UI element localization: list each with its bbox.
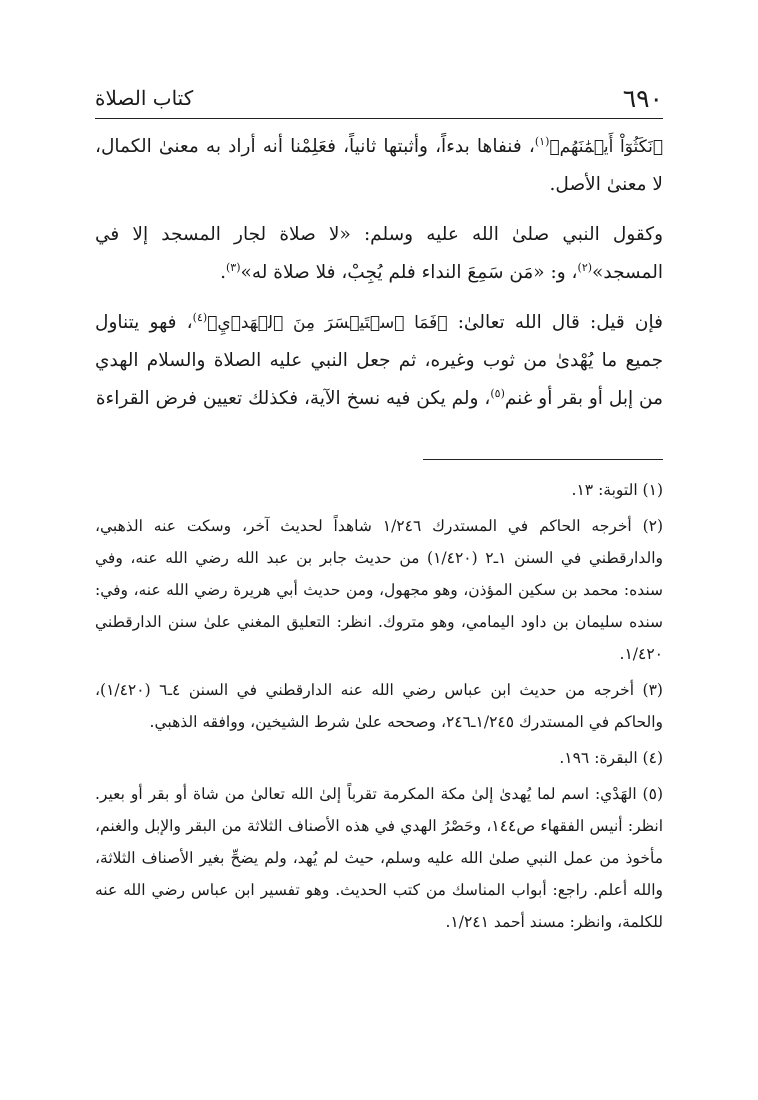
paragraph-text: ، و: «مَن سَمِعَ النداء فلم يُجِبْ، فلا صلاة له» [240, 262, 578, 283]
page-header [95, 78, 663, 119]
page-number: ٦٩٠ [622, 83, 663, 113]
footnote-ref: (٤) [192, 310, 208, 324]
footnote-3: (٣) أخرجه من حديث ابن عباس رضي الله عنه الدارقطني في السنن ٤ـ٦ (١/٤٢٠)، والحاكم في المستدرك ١/٢٤٥ـ٢٤٦، وصححه علىٰ شرط الشيخين، ووافقه الذهبي. [95, 681, 663, 731]
paragraph-2 [95, 216, 663, 292]
paragraph-text: فإن قيل: قال الله تعالىٰ: [457, 312, 663, 333]
paragraph-text: . [220, 262, 226, 283]
chapter-title: كتاب الصلاة [95, 86, 194, 110]
footnote-4: (٤) البقرة: ١٩٦. [559, 749, 663, 767]
footnote-ref: (٣) [225, 260, 241, 274]
footnote-separator [423, 459, 663, 460]
footnote-2: (٢) أخرجه الحاكم في المستدرك ١/٢٤٦ شاهداً لحديث آخر، وسكت عنه الذهبي، والدارقطني في السنن ١ـ٢ (١/٤٢٠) من حديث جابر بن عبد الله رضي الله عنه، وفي سنده: محمد بن سكين المؤذن، وهو مجهول، ومن حديث أبي هريرة رضي الله عنه، وفي: سنده سليمان بن داود اليمامي، وهو متروك. انظر: التعليق المغني علىٰ سنن الدارقطني ١/٤٢٠. [95, 517, 664, 663]
paragraph-text: وكقول النبي صلىٰ الله عليه وسلم: «لا صلاة لجار المسجد إلا في المسجد» [95, 224, 663, 283]
footnote-5: (٥) الهَدْي: اسم لما يُهدىٰ إلىٰ مكة المكرمة تقرباً إلىٰ الله تعالىٰ من شاة أو بقر أو بعير. انظر: أنيس الفقهاء ص١٤٤، وحَصْرُ الهدي في هذه الأصناف الثلاثة من البقر والإبل والغنم، مأخوذ من عمل النبي صلىٰ الله عليه وسلم، حيث لم يُهد، ولم يضحِّ بغير الأصناف الثلاثة، والله أعلم. راجع: أبواب المناسك من كتب الحديث. وهو تفسير ابن عباس رضي الله عنه للكلمة، وانظر: مسند أحمد ١/٢٤١. [95, 785, 663, 931]
footnote-ref: (٢) [577, 260, 593, 274]
paragraph-1 [95, 128, 663, 204]
main-text [95, 128, 663, 418]
footnote-ref: (٥) [490, 386, 505, 400]
quran-verse: ﴿نَكَثُوٓاْ أَيۡمَٰنَهُم﴾ [549, 137, 663, 157]
footnote-1: (١) التوبة: ١٣. [571, 481, 663, 499]
paragraph-text: ، فنفاها بدءاً، وأثبتها ثانياً، فعَلِمْنا أنه أراد به معنىٰ الكمال، لا معنىٰ الأصل. [95, 136, 663, 195]
footnotes [95, 474, 663, 942]
paragraph-text: ، فهو يتناول جميع ما يُهْدىٰ من ثوب وغيره، ثم جعل النبي عليه الصلاة والسلام الهدي من إبل أو بقر أو غنم [95, 312, 663, 409]
quran-verse: ﴿فَمَا ٱسۡتَيۡسَرَ مِنَ ٱلۡهَدۡيِ﴾ [207, 313, 448, 333]
footnote-ref: (١) [534, 134, 550, 148]
paragraph-3 [95, 304, 663, 418]
paragraph-text: ، ولم يكن فيه نسخ الآية، فكذلك تعيين فرض القراءة [95, 388, 491, 409]
